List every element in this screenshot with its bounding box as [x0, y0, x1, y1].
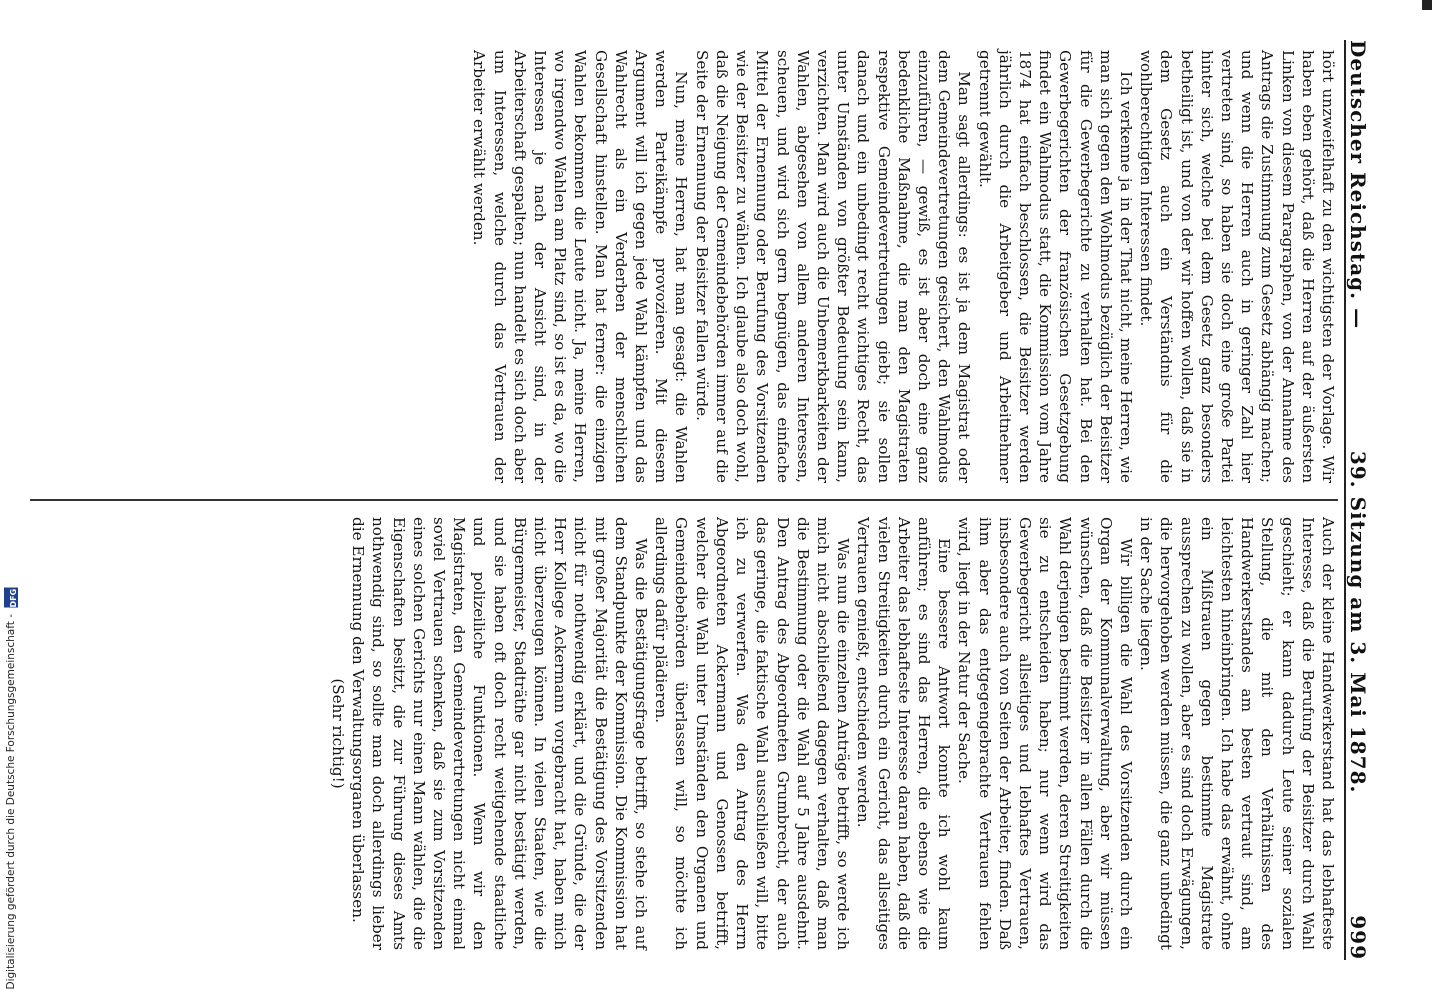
- column-right: [30, 507, 1338, 960]
- paragraph: Was nun die einzelnen Anträge betrifft, so werde ich mich nicht abschließend dagegen verhalten, daß man die Bestimmung oder die Wahl auf 5 Jahre ausdehnt. Den Antrag des Abgeordneten Grumbrecht, der auch das geringe, die faktische Wahl ausschließen will, bitte ich zu verwerfen. Was den Antrag des Herrn Abgeordneten Ackermann und Genossen betrifft, welcher die Wahl unter Umständen den Organen und Gemeindebehörden überlassen will, so möchte ich allerdings dafür plädieren.: [652, 517, 853, 950]
- paragraph: Wir billigen die Wahl des Vorsitzenden durch ein Organ der Kommunalverwaltung, aber wir müssen wünschen, daß die Beisitzer in allen Fällen durch die Wahl derjenigen bestimmt werden, deren Streitigkeiten sie zu entscheiden haben; nur wenn wird das Gewerbegericht allseitiges und lebhaftes Vertrauen, insbesondere auch von Seiten der Arbeiter, finden. Daß ihm aber das entgegengebrachte Vertrauen fehlen wird, liegt in der Natur der Sache.: [955, 517, 1135, 950]
- header-page-number: 999: [1346, 915, 1370, 960]
- paragraph: Auch der kleine Handwerkerstand hat das lebhafteste Interesse, daß die Berufung der Beisitzer durch Wahl geschieht; er kann dadurch Leute seiner sozialen Stellung, die mit den Verhältnissen des Handwerkerstandes am besten vertraut sind, am leichtesten hineinbringen. Ich habe das erwähnt, ohne ein Mißtrauen gegen bestimmte Magistrate aussprechen zu wollen, aber es sind doch Erwägungen, die hervorgehoben werden müssen, die ganz unbedingt in der Sache liegen.: [1137, 517, 1337, 950]
- header-session: 39. Sitzung am 3. Mai 1878.: [1346, 450, 1370, 794]
- paragraph: Nun, meine Herren, hat man gesagt: die Wahlen werden Parteikämpfe provozieren. Mit diesem Argument will ich gegen jede Wahl kämpfen und das Wahlrecht als ein Verderben der menschlichen Gesellschaft hinstellen. Man hat ferner: die einzigen Wahlen bekommen die Leute nicht. Ja, meine Herren, wo irgendwo Wahlen am Platz sind, so ist es da, wo die Interessen je nach der Ansicht sind, in der Arbeiterschaft gespalten; nun handelt es sich doch aber um Interessen, welche durch das Vertrauen der Arbeiter erwählt werden.: [470, 50, 691, 483]
- credit-text: Digitalisierung gefördert durch die Deutsche Forschungsgemeinschaft -: [5, 614, 17, 990]
- page-header: [1344, 40, 1380, 960]
- dfg-logo-icon: DFG: [4, 588, 18, 608]
- paragraph: Man sagt allerdings: es ist ja dem Magistrat oder dem Gemeindevertretungen gesichert, den Wahlmodus einzuführen, — gewiß, es ist aber doch eine ganz bedenkliche Maßnahme, die man den Magistraten respektive Gemeindevertretungen giebt; sie sollen danach und ein unbedingt recht wichtiges Recht, das unter Umständen von größter Bedeutung sein kann, verzichten. Man wird auch die Unbemerkbarkeiten der Wahlen, abgesehen von allem anderen Interessen, scheuen, und wird sich gern begnügen, das einfache Mittel der Ernennung oder Berufung des Vorsitzenden wie der Beisitzer zu wählen. Ich glaube also doch wohl, daß die Neigung der Gemeindebehörden immer auf die Seite der Ernennung der Beisitzer fallen würde.: [692, 50, 974, 483]
- paragraph: Was die Bestätigungsfrage betrifft, so stehe ich auf dem Standpunkte der Kommission. Die Kommission hat mit großer Majorität die Bestätigung des Vorsitzenden nicht für nothwendig erklärt, und die Gründe, die der Herr Kollege Ackermann vorgebracht hat, haben mich nicht überzeugen können. In vielen Staaten, wie die Bürgermeister, Stadträthe gar nicht bestätigt werden, und sie haben oft doch recht weitgehende staatliche und polizeiliche Funktionen. Wenn wir den Magistraten, den Gemeindevertretungen nicht einmal soviel Vertrauen schenken, daß sie zum Vorsitzenden eines solchen Gerichts nur einen Mann wählen, die die Eigenschaften besitzt, die zur Führung dieses Amts nothwendig sind, so sollte man doch allerdings lieber die Ernennung den Verwaltungsorganen überlassen.: [349, 517, 651, 950]
- paragraph: Ich verkenne ja in der That nicht, meine Herren, wie man sich gegen den Wohlmodus bezüglich der Beisitzer für die Gewerbegerichte zu verhalten hat. Bei den Gewerbegerichten der französischen Gesetzgebung findet ein Wahlmodus statt, die Kommission vom Jahre 1874 hat einfach beschlossen, die Beisitzer werden jährlich durch die Arbeitgeber und Arbeitnehmer getrennt gewählt.: [975, 50, 1135, 483]
- header-publication: Deutscher Reichstag. —: [1346, 40, 1370, 330]
- text-columns: [30, 40, 1338, 960]
- digitization-credit: [2, 30, 20, 990]
- scan-corner-mark: [1422, 0, 1432, 10]
- column-left: [30, 40, 1338, 493]
- column-divider: [30, 499, 1338, 501]
- applause-note: (Sehr richtig!): [329, 678, 348, 789]
- paragraph: hört unzweifelhaft zu den wichtigsten der Vorlage. Wir haben eben gehört, daß die Herren auf der äußersten Linken von diesem Paragraphen, von der Annahme des Antrags die Zustimmung zum Gesetz abhängig machen; und wenn die Herren auch in geringer Zahl hier vertreten sind, so haben sie doch eine große Partei hinter sich, welche bei dem Gesetz ganz besonders betheiligt ist, und von der wir hoffen wollen, daß sie in dem Gesetz auch ein Verständnis für die wohlberechtigten Interessen findet.: [1137, 50, 1337, 483]
- paragraph: Eine bessere Antwort konnte ich wohl kaum anführen; es sind das Herren, die ebenso wie die Arbeiter das lebhafteste Interesse daran haben, daß die vielen Streitigkeiten durch ein Gericht, das allseitiges Vertrauen genießt, entschieden werden.: [854, 517, 954, 950]
